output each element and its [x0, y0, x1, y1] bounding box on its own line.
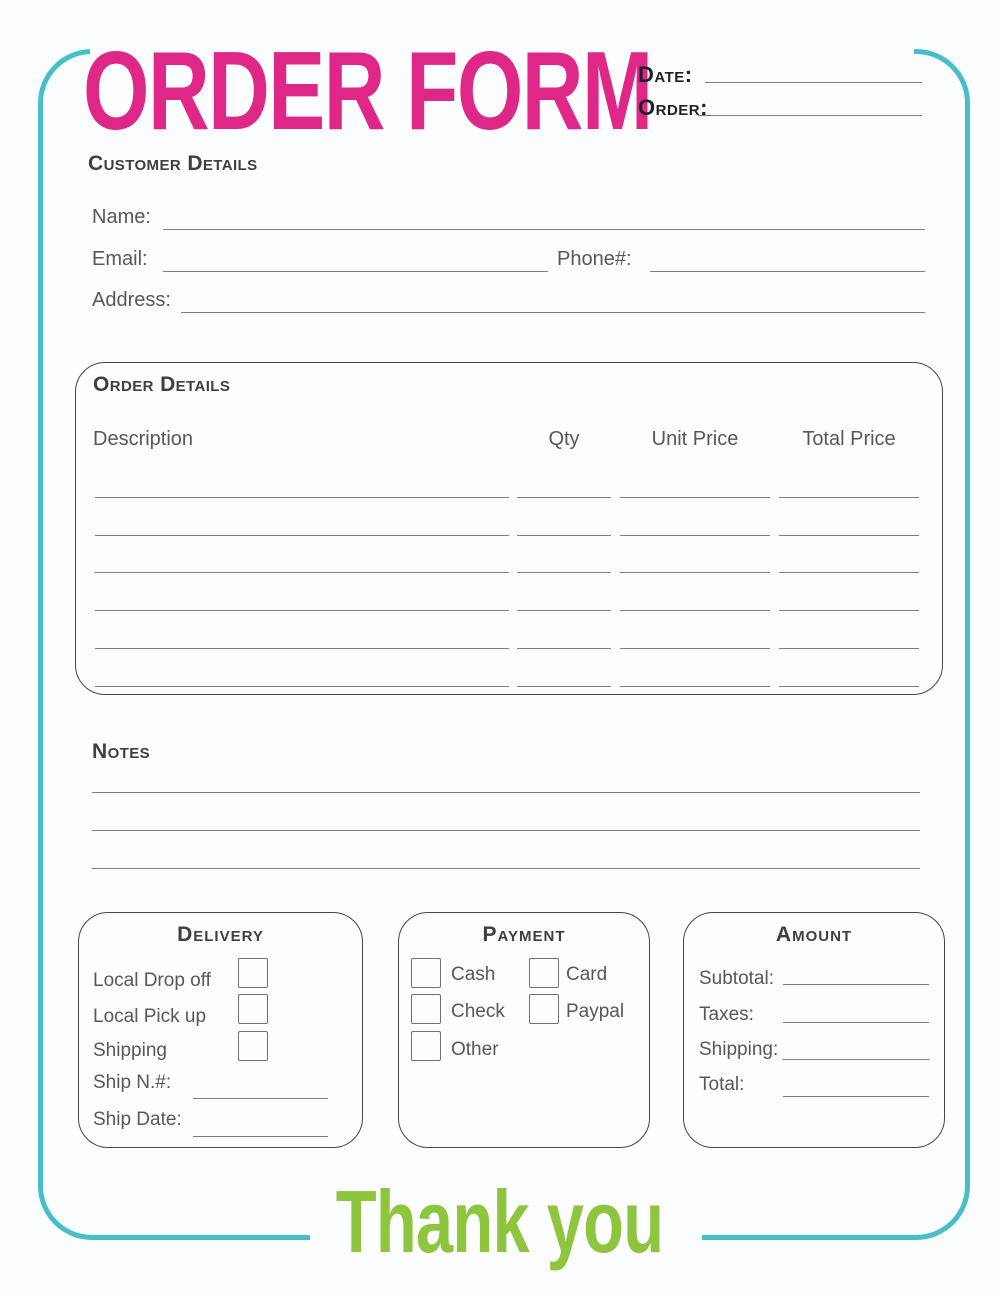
- total-line[interactable]: [783, 1096, 929, 1097]
- delivery-option-label: Local Pick up: [93, 1006, 207, 1027]
- delivery-box: [78, 912, 363, 1148]
- payment-option-label: Card: [566, 964, 608, 985]
- description-cell-line[interactable]: [95, 686, 509, 687]
- shipping-amount-label: Shipping:: [699, 1039, 779, 1060]
- local-pick-up-checkbox[interactable]: [238, 994, 268, 1024]
- taxes-label: Taxes:: [699, 1004, 754, 1025]
- card-checkbox[interactable]: [529, 958, 559, 988]
- total-price-cell-line[interactable]: [779, 648, 919, 649]
- thank-you-wrapper: [0, 1172, 1000, 1271]
- column-total-price: Total Price: [802, 428, 896, 450]
- unit-price-cell-line[interactable]: [620, 497, 770, 498]
- other-checkbox[interactable]: [411, 1031, 441, 1061]
- payment-option-label: Cash: [451, 964, 496, 985]
- address-field-line[interactable]: [181, 312, 925, 313]
- notes-heading: Notes: [92, 740, 151, 763]
- ship-date-line[interactable]: [193, 1136, 328, 1137]
- notes-line[interactable]: [92, 868, 920, 869]
- payment-option-label: Check: [451, 1001, 505, 1022]
- taxes-line[interactable]: [783, 1022, 929, 1023]
- date-field-line[interactable]: [705, 82, 922, 83]
- payment-heading: Payment: [482, 923, 566, 946]
- notes-line[interactable]: [92, 792, 920, 793]
- description-cell-line[interactable]: [95, 535, 509, 536]
- qty-cell-line[interactable]: [517, 572, 611, 573]
- description-cell-line[interactable]: [95, 610, 509, 611]
- order-label: Order:: [638, 95, 708, 120]
- subtotal-line[interactable]: [783, 984, 929, 985]
- unit-price-cell-line[interactable]: [620, 686, 770, 687]
- notes-line[interactable]: [92, 830, 920, 831]
- amount-box: [683, 912, 945, 1148]
- payment-option-label: Other: [451, 1039, 499, 1060]
- delivery-option-label: Shipping: [93, 1040, 167, 1061]
- payment-box: [398, 912, 650, 1148]
- local-drop-off-checkbox[interactable]: [238, 958, 268, 988]
- email-field-line[interactable]: [163, 271, 548, 272]
- customer-details-heading: Customer Details: [88, 152, 258, 175]
- ship-date-label: Ship Date:: [93, 1109, 182, 1130]
- column-qty: Qty: [548, 428, 580, 450]
- qty-cell-line[interactable]: [517, 610, 611, 611]
- qty-cell-line[interactable]: [517, 686, 611, 687]
- name-field-line[interactable]: [163, 229, 925, 230]
- total-price-cell-line[interactable]: [779, 497, 919, 498]
- address-label: Address:: [92, 289, 171, 311]
- qty-cell-line[interactable]: [517, 497, 611, 498]
- column-unit-price: Unit Price: [651, 428, 739, 450]
- paypal-checkbox[interactable]: [529, 994, 559, 1024]
- order-row: [638, 95, 708, 121]
- total-label: Total:: [699, 1074, 745, 1095]
- name-label: Name:: [92, 206, 151, 228]
- thank-you-text: Thank you: [336, 1172, 664, 1271]
- order-field-line[interactable]: [698, 115, 922, 116]
- payment-option-label: Paypal: [566, 1001, 625, 1022]
- email-label: Email:: [92, 248, 148, 270]
- description-cell-line[interactable]: [95, 497, 509, 498]
- phone-field-line[interactable]: [650, 271, 925, 272]
- amount-heading: Amount: [775, 923, 853, 946]
- total-price-cell-line[interactable]: [779, 535, 919, 536]
- unit-price-cell-line[interactable]: [620, 572, 770, 573]
- check-checkbox[interactable]: [411, 994, 441, 1024]
- shipping-amount-line[interactable]: [783, 1059, 929, 1060]
- delivery-heading: Delivery: [177, 923, 264, 946]
- description-cell-line[interactable]: [95, 572, 509, 573]
- qty-cell-line[interactable]: [517, 648, 611, 649]
- ship-number-line[interactable]: [193, 1098, 328, 1099]
- total-price-cell-line[interactable]: [779, 610, 919, 611]
- unit-price-cell-line[interactable]: [620, 648, 770, 649]
- unit-price-cell-line[interactable]: [620, 610, 770, 611]
- order-details-heading: Order Details: [93, 373, 231, 396]
- total-price-cell-line[interactable]: [779, 572, 919, 573]
- date-label: Date:: [638, 62, 693, 87]
- date-row: [638, 62, 693, 88]
- subtotal-label: Subtotal:: [699, 968, 774, 989]
- total-price-cell-line[interactable]: [779, 686, 919, 687]
- cash-checkbox[interactable]: [411, 958, 441, 988]
- ship-number-label: Ship N.#:: [93, 1072, 172, 1093]
- shipping-checkbox[interactable]: [238, 1031, 268, 1061]
- column-description: Description: [93, 428, 194, 450]
- page-title: ORDER FORM: [83, 29, 652, 153]
- delivery-option-label: Local Drop off: [93, 970, 211, 991]
- qty-cell-line[interactable]: [517, 535, 611, 536]
- order-details-box: [75, 362, 943, 695]
- description-cell-line[interactable]: [95, 648, 509, 649]
- unit-price-cell-line[interactable]: [620, 535, 770, 536]
- phone-label: Phone#:: [557, 248, 632, 270]
